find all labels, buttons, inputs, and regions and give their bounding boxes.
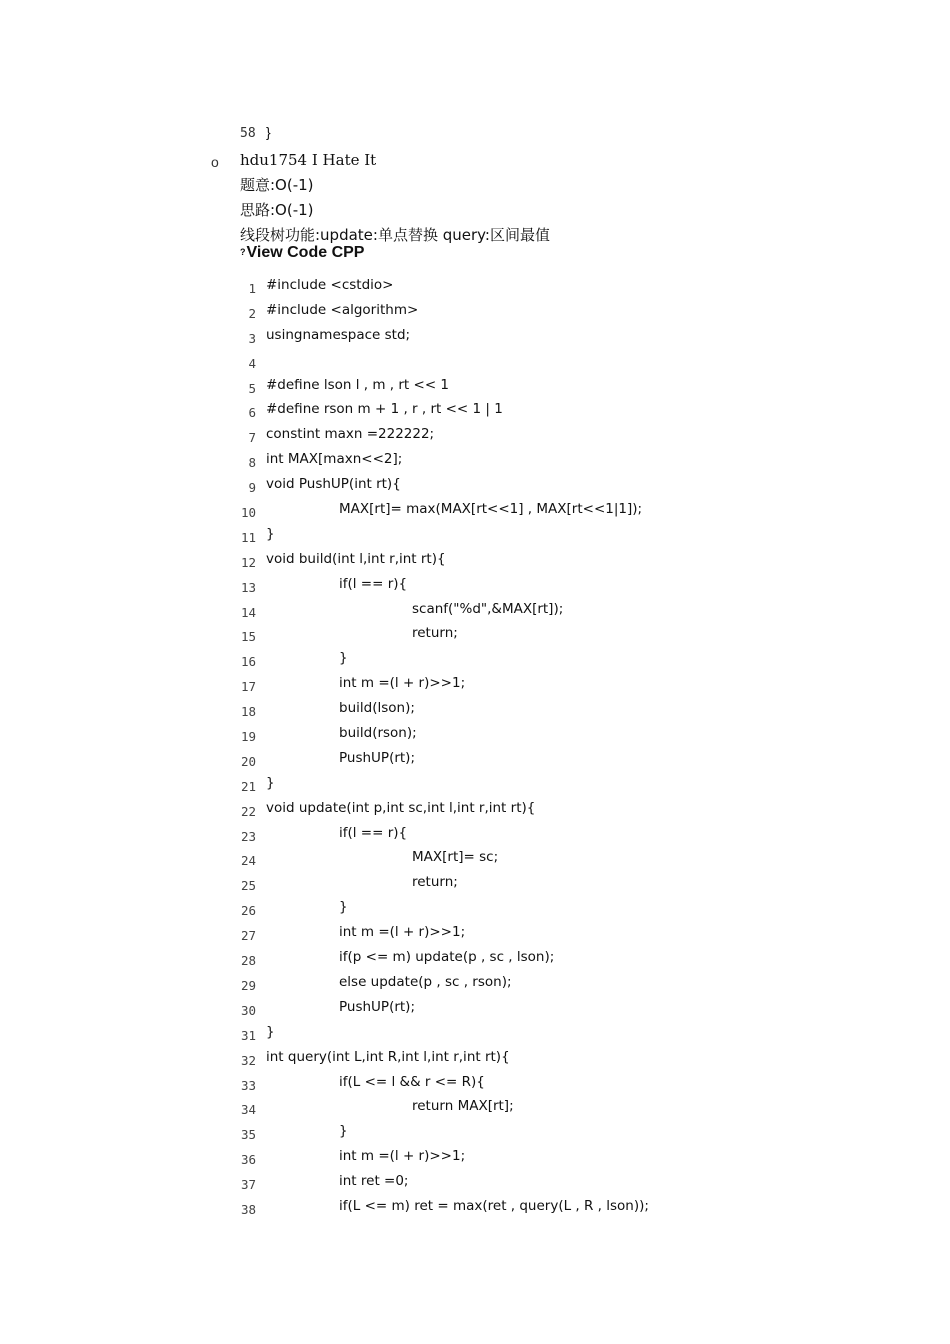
code-line (240, 1072, 840, 1097)
code-block (240, 275, 840, 1221)
code-text: if(l == r){ (339, 824, 408, 841)
segment-tree-function: 线段树功能:update:单点替换 query:区间最值 (240, 226, 550, 244)
code-text: void build(int l,int r,int rt){ (266, 550, 446, 567)
code-line (240, 474, 840, 499)
code-text: PushUP(rt); (339, 998, 415, 1015)
line-number: 22 (240, 803, 256, 819)
line-number: 1 (248, 281, 256, 296)
code-line (240, 599, 840, 624)
code-line (240, 1096, 840, 1121)
code-text: #define rson m + 1 , r , rt << 1 | 1 (266, 401, 503, 418)
problem-title: hdu1754 I Hate It (240, 151, 377, 169)
code-line (240, 1196, 840, 1221)
line-number: 23 (240, 828, 256, 844)
line-number: 36 (240, 1152, 256, 1168)
code-text: int m =(l + r)>>1; (339, 1148, 466, 1165)
code-line (240, 300, 840, 325)
code-line (240, 275, 840, 300)
code-line (240, 424, 840, 449)
line-number: 3 (248, 330, 256, 346)
code-text: int m =(l + r)>>1; (339, 924, 466, 941)
line-number: 15 (240, 629, 256, 645)
code-text: } (266, 124, 271, 140)
code-text: } (266, 525, 275, 542)
code-text: if(l == r){ (339, 575, 408, 592)
code-text: return MAX[rt]; (412, 1098, 514, 1115)
code-line (240, 1146, 840, 1171)
code-line (240, 375, 840, 400)
line-number: 35 (240, 1127, 256, 1143)
code-text: MAX[rt]= sc; (412, 849, 499, 866)
code-text: } (266, 1023, 275, 1040)
line-number: 6 (248, 405, 256, 421)
problem-meaning: 题意:O(-1) (240, 176, 314, 194)
code-text: } (266, 774, 275, 791)
code-line (240, 773, 840, 798)
line-number: 13 (240, 579, 256, 595)
code-text: if(L <= m) ret = max(ret , query(L , R , lson)); (339, 1197, 649, 1214)
code-line (240, 847, 840, 872)
line-number: 24 (240, 853, 256, 869)
code-line (240, 673, 840, 698)
code-line (240, 947, 840, 972)
code-text: scanf("%d",&MAX[rt]); (412, 600, 564, 617)
code-line (240, 623, 840, 648)
line-number: 37 (240, 1177, 256, 1193)
line-number: 10 (240, 505, 256, 521)
line-number: 5 (248, 380, 256, 396)
code-text: if(L <= l && r <= R){ (339, 1073, 485, 1090)
view-code-label[interactable]: View Code CPP (246, 244, 365, 261)
line-number: 2 (248, 305, 256, 321)
code-text: int query(int L,int R,int l,int r,int rt){ (266, 1048, 510, 1065)
code-line (240, 574, 840, 599)
code-line (240, 1171, 840, 1196)
code-line (240, 648, 840, 673)
line-number: 8 (248, 455, 256, 471)
line-number: 4 (248, 355, 256, 371)
code-line (240, 449, 840, 474)
line-number: 32 (240, 1052, 256, 1068)
code-text: } (339, 899, 348, 916)
line-number: 38 (240, 1201, 256, 1217)
code-text: } (339, 1123, 348, 1140)
code-line (240, 698, 840, 723)
previous-code-line (240, 124, 271, 141)
code-text: return; (412, 625, 458, 642)
code-line (240, 1047, 840, 1072)
code-text: void PushUP(int rt){ (266, 476, 401, 493)
line-number: 14 (240, 604, 256, 620)
code-line (240, 499, 840, 524)
line-number: 31 (240, 1027, 256, 1043)
line-number: 34 (240, 1102, 256, 1118)
view-code-link[interactable] (240, 244, 364, 262)
code-line (240, 997, 840, 1022)
line-number: 19 (240, 729, 256, 745)
line-number: 16 (240, 654, 256, 670)
code-text: return; (412, 874, 458, 891)
code-line (240, 872, 840, 897)
code-text: #include <algorithm> (266, 301, 419, 318)
code-text: if(p <= m) update(p , sc , lson); (339, 949, 555, 966)
code-text: usingnamespace std; (266, 326, 411, 343)
code-text: else update(p , sc , rson); (339, 973, 512, 990)
line-number: 27 (240, 928, 256, 944)
code-line (240, 723, 840, 748)
code-line (240, 549, 840, 574)
code-text: int MAX[maxn<<2]; (266, 451, 403, 468)
line-number: 29 (240, 977, 256, 993)
code-line (240, 524, 840, 549)
code-line (240, 350, 840, 375)
code-text: #include <cstdio> (266, 277, 394, 293)
code-line (240, 897, 840, 922)
line-number: 12 (240, 554, 256, 570)
code-text: PushUP(rt); (339, 749, 415, 766)
code-text: #define lson l , m , rt << 1 (266, 376, 450, 393)
line-number: 17 (240, 679, 256, 695)
code-text: build(lson); (339, 700, 415, 717)
line-number: 21 (240, 778, 256, 794)
code-text: build(rson); (339, 725, 417, 742)
code-text: int ret =0; (339, 1173, 409, 1190)
line-number: 18 (240, 704, 256, 720)
help-icon[interactable]: ? (240, 247, 246, 257)
line-number: 58 (240, 126, 256, 141)
line-number: 9 (248, 480, 256, 496)
list-bullet: o (211, 154, 219, 170)
line-number: 30 (240, 1002, 256, 1018)
code-line (240, 748, 840, 773)
code-text: MAX[rt]= max(MAX[rt<<1] , MAX[rt<<1|1]); (339, 501, 643, 518)
code-line (240, 972, 840, 997)
line-number: 11 (240, 529, 256, 545)
code-line (240, 399, 840, 424)
code-text: int m =(l + r)>>1; (339, 675, 466, 692)
code-line (240, 922, 840, 947)
line-number: 20 (240, 753, 256, 769)
code-text: void update(int p,int sc,int l,int r,int rt){ (266, 799, 536, 816)
code-line (240, 823, 840, 848)
line-number: 33 (240, 1077, 256, 1093)
code-line (240, 1121, 840, 1146)
line-number: 25 (240, 878, 256, 894)
code-text: } (339, 650, 348, 667)
line-number: 28 (240, 953, 256, 969)
code-line (240, 1022, 840, 1047)
line-number: 26 (240, 903, 256, 919)
code-line (240, 325, 840, 350)
code-text: constint maxn =222222; (266, 426, 435, 443)
line-number: 7 (248, 430, 256, 446)
solution-idea: 思路:O(-1) (240, 201, 314, 219)
code-line (240, 798, 840, 823)
